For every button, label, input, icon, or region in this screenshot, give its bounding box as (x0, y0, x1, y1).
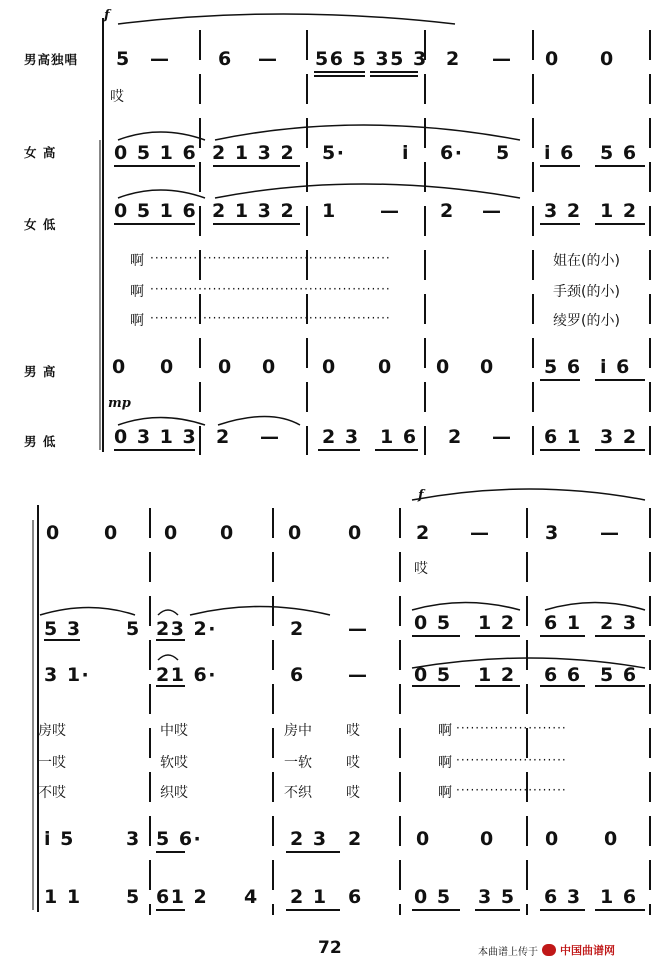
part-label-female-low: 女 低 (24, 217, 57, 232)
note: 5 (126, 886, 141, 908)
footer-uploaded-text: 本曲谱上传于 (478, 946, 538, 958)
note-group: i 6 (600, 356, 631, 378)
note-group: 23 2· (156, 618, 217, 640)
note: 0 (164, 522, 179, 544)
note-group: 61 2 (156, 886, 209, 908)
lyric: 不织 (284, 785, 312, 801)
note-group: 2 1 3 2 (212, 142, 296, 164)
note: 0 (480, 356, 495, 378)
note: 56 5 35 3 (315, 48, 428, 70)
note: 5 (496, 142, 511, 164)
footer-site-name: 中国曲谱网 (560, 944, 615, 957)
note: — (150, 48, 171, 70)
note: — (348, 664, 369, 686)
note: 3 (126, 828, 141, 850)
note: 0 (480, 828, 495, 850)
note: 0 (545, 48, 560, 70)
note: 0 (104, 522, 119, 544)
note: 6· (440, 142, 464, 164)
note: 0 (220, 522, 235, 544)
note-group: 1 2 (478, 664, 516, 686)
note-group: 1 2 (600, 200, 638, 222)
dynamic-forte-2: f (418, 488, 424, 503)
note-group: 3 5 (478, 886, 516, 908)
note-group: 3 1· (44, 664, 91, 686)
note-group: 0 5 (414, 886, 452, 908)
note: 2 (416, 522, 431, 544)
lyric: 一软 (284, 755, 312, 771)
lyric: 哎 (346, 755, 360, 771)
note-group: 6 1 (544, 426, 582, 448)
note: 0 (416, 828, 431, 850)
note: — (258, 48, 279, 70)
note: 0 (604, 828, 619, 850)
note: — (380, 200, 401, 222)
part-label-male-low: 男 低 (24, 434, 57, 449)
note: 0 (218, 356, 233, 378)
note: 5 (126, 618, 141, 640)
note: 0 (348, 522, 363, 544)
note-group: 0 5 (414, 664, 452, 686)
lyric-end: 手颈(的小) (553, 284, 620, 300)
note-group: 1 2 (478, 612, 516, 634)
note-group: 2 1 (290, 886, 328, 908)
lyric-end: 绫罗(的小) (553, 313, 620, 329)
note-group: 2 3 (600, 612, 638, 634)
note-group: 2 3 (322, 426, 360, 448)
note: 2 (446, 48, 461, 70)
dynamic-forte: f (104, 8, 110, 23)
note-group: 0 5 (414, 612, 452, 634)
note-group: 1 6 (600, 886, 638, 908)
note-group: 1 6 (380, 426, 418, 448)
note: 4 (244, 886, 259, 908)
note-group: 0 3 1 3 (114, 426, 198, 448)
lyric: 哎 (346, 785, 360, 801)
lyric-dots: ·················································· (150, 311, 391, 325)
note: i (402, 142, 411, 164)
lyric-dots: ······················· (456, 783, 567, 797)
note: 0 (262, 356, 277, 378)
note: — (348, 618, 369, 640)
note: 2 (216, 426, 231, 448)
lyric-dots: ······················· (456, 721, 567, 735)
note-group: i 6 (544, 142, 575, 164)
note-group: 5 3 (44, 618, 82, 640)
note: 3 (545, 522, 560, 544)
lyric: 软哎 (160, 755, 188, 771)
lyric-start: 啊 (130, 284, 144, 300)
note-group: 3 2 (600, 426, 638, 448)
note: 5· (322, 142, 346, 164)
note: 2 (440, 200, 455, 222)
note: 0 (112, 356, 127, 378)
lyric: 织哎 (160, 785, 188, 801)
lyric: 房哎 (38, 723, 66, 739)
note-group: 1 1 (44, 886, 82, 908)
lyric-end: 姐在(的小) (553, 253, 620, 269)
note: 5 (116, 48, 131, 70)
lyric-dots: ······················· (456, 753, 567, 767)
note: 0 (322, 356, 337, 378)
lyric: 一哎 (38, 755, 66, 771)
part-label-female-high: 女 高 (24, 145, 57, 160)
note: 0 (600, 48, 615, 70)
lyric-start: 啊 (130, 253, 144, 269)
site-logo-icon (542, 944, 556, 956)
note-group: 2 1 3 2 (212, 200, 296, 222)
note: 6 (348, 886, 363, 908)
note: — (470, 522, 491, 544)
lyric-start: 啊 (130, 313, 144, 329)
note: 0 (160, 356, 175, 378)
note: 6 (218, 48, 233, 70)
note: — (492, 426, 513, 448)
note: 0 (288, 522, 303, 544)
note: 0 (46, 522, 61, 544)
lyric: 不哎 (38, 785, 66, 801)
part-label-male-solo: 男高独唱 (24, 52, 79, 67)
note: — (482, 200, 503, 222)
note: 2 (290, 618, 305, 640)
solo-lyric: 哎 (110, 89, 124, 105)
note-group: 5 6 (544, 356, 582, 378)
lyric: 房中 (284, 723, 312, 739)
note: — (492, 48, 513, 70)
note: 0 (545, 828, 560, 850)
note-group: 21 6· (156, 664, 217, 686)
lyric: 中哎 (160, 723, 188, 739)
note-group: 2 3 (290, 828, 328, 850)
note: — (600, 522, 621, 544)
note-group: 5 6· (156, 828, 203, 850)
note-group: 5 6 (600, 664, 638, 686)
solo-lyric: 哎 (414, 561, 428, 577)
note-group: 6 3 (544, 886, 582, 908)
note-group: 5 6 (600, 142, 638, 164)
lyric: 啊 (438, 785, 452, 801)
note: 6 (290, 664, 305, 686)
note-group: 6 6 (544, 664, 582, 686)
note-group: 3 2 (544, 200, 582, 222)
note: — (260, 426, 281, 448)
part-label-male-high: 男 高 (24, 364, 57, 379)
lyric-dots: ·················································· (150, 282, 391, 296)
note: 1 (322, 200, 337, 222)
note-group: 6 1 (544, 612, 582, 634)
dynamic-mezzo-piano: mp (108, 396, 131, 411)
lyric-dots: ·················································· (150, 251, 391, 265)
note: 2 (348, 828, 363, 850)
note-group: i 5 (44, 828, 75, 850)
note: 0 (436, 356, 451, 378)
footer-credit (478, 942, 615, 958)
lyric: 啊 (438, 755, 452, 771)
lyric: 哎 (346, 723, 360, 739)
note-group: 0 5 1 6 (114, 142, 198, 164)
page-number: 72 (318, 938, 342, 958)
lyric: 啊 (438, 723, 452, 739)
note: 2 (448, 426, 463, 448)
note: 0 (378, 356, 393, 378)
note-group: 0 5 1 6 (114, 200, 198, 222)
